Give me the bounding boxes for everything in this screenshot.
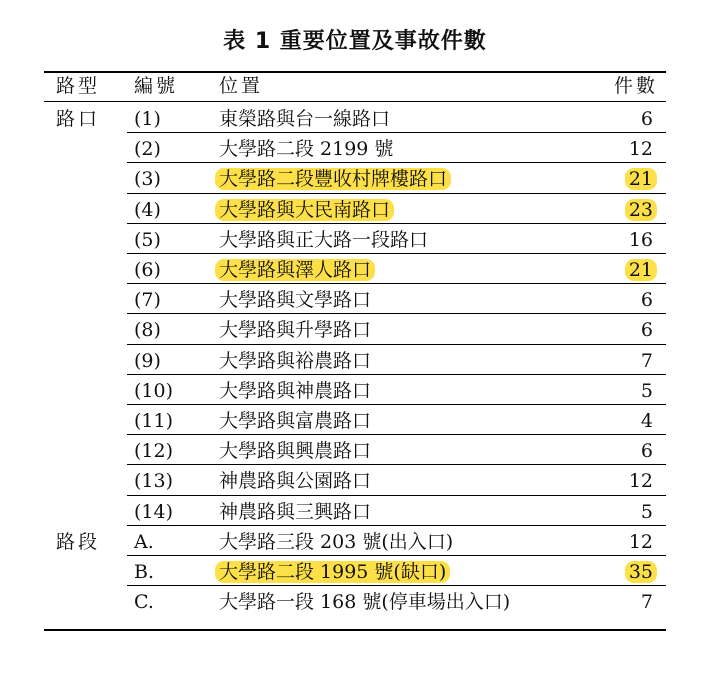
row-location-highlight: 大學路二段 1995 號(缺口) — [215, 561, 450, 583]
row-number: (13) — [134, 470, 174, 492]
row-location: 大學路與神農路口 — [219, 380, 372, 402]
row-road-type: 路口 — [56, 108, 101, 130]
row-location-highlight: 大學路與澤人路口 — [215, 259, 375, 281]
row-count: 6 — [640, 108, 653, 130]
row-divider — [127, 162, 666, 163]
row-divider — [127, 223, 666, 224]
row-location: 東榮路與台一線路口 — [219, 108, 391, 130]
row-divider — [127, 585, 666, 586]
row-location: 大學路三段 203 號(出入口) — [219, 531, 454, 553]
header-road-type: 路型 — [56, 75, 101, 97]
row-count-highlight: 35 — [625, 561, 657, 583]
row-number: (7) — [134, 289, 161, 311]
row-count: 12 — [628, 138, 653, 160]
row-count-highlight: 21 — [625, 168, 657, 190]
row-number: (10) — [134, 380, 174, 402]
row-count: 12 — [628, 531, 653, 553]
row-divider — [127, 555, 666, 556]
row-count: 6 — [640, 289, 653, 311]
row-location-highlight: 大學路二段豐收村牌樓路口 — [215, 168, 451, 190]
row-number: (1) — [134, 108, 161, 130]
row-count — [629, 255, 653, 285]
row-number: (3) — [134, 168, 161, 190]
row-count: 4 — [640, 410, 653, 432]
row-divider — [127, 525, 666, 526]
row-number: (2) — [134, 138, 161, 160]
row-number: (8) — [134, 319, 161, 341]
row-location — [219, 164, 447, 194]
row-location: 大學路與富農路口 — [219, 410, 372, 432]
row-location: 神農路與三興路口 — [219, 501, 372, 523]
row-count: 6 — [640, 440, 653, 462]
row-location: 大學路與裕農路口 — [219, 350, 372, 372]
row-count: 5 — [640, 501, 653, 523]
header-location: 位置 — [219, 75, 264, 97]
row-divider — [127, 193, 666, 194]
row-divider — [127, 132, 666, 133]
row-location: 大學路與文學路口 — [219, 289, 372, 311]
row-count: 7 — [640, 350, 653, 372]
row-divider — [127, 495, 666, 496]
row-number: (12) — [134, 440, 174, 462]
row-location: 神農路與公園路口 — [219, 470, 372, 492]
row-count — [629, 164, 653, 194]
row-location: 大學路二段 2199 號 — [219, 138, 394, 160]
row-location: 大學路與升學路口 — [219, 319, 372, 341]
row-location — [219, 557, 446, 587]
row-divider — [127, 344, 666, 345]
row-location-highlight: 大學路與大民南路口 — [215, 199, 394, 221]
row-number: (4) — [134, 199, 161, 221]
row-divider — [127, 253, 666, 254]
table-title: 表 1 重要位置及事故件數 — [223, 29, 487, 54]
row-count: 5 — [640, 380, 653, 402]
row-count — [629, 557, 653, 587]
row-count-highlight: 21 — [625, 259, 657, 281]
row-location — [219, 255, 371, 285]
row-location: 大學路與興農路口 — [219, 440, 372, 462]
row-divider — [127, 283, 666, 284]
row-number: (14) — [134, 501, 174, 523]
row-count — [629, 195, 653, 225]
row-divider — [127, 374, 666, 375]
table-header-rule — [44, 101, 666, 102]
row-divider — [127, 313, 666, 314]
row-count-highlight: 23 — [625, 199, 657, 221]
row-number: (11) — [134, 410, 174, 432]
row-number: (6) — [134, 259, 161, 281]
row-location: 大學路一段 168 號(停車場出入口) — [219, 591, 511, 613]
row-number: (5) — [134, 229, 161, 251]
row-count: 16 — [628, 229, 653, 251]
header-count: 件數 — [613, 75, 658, 97]
row-number: B. — [134, 561, 155, 583]
row-number: A. — [134, 531, 154, 553]
row-count: 12 — [628, 470, 653, 492]
row-divider — [127, 404, 666, 405]
row-divider — [127, 434, 666, 435]
row-count: 7 — [640, 591, 653, 613]
row-road-type: 路段 — [56, 531, 101, 553]
header-number: 編號 — [134, 75, 179, 97]
table-bottom-rule — [44, 629, 666, 631]
row-location — [219, 195, 390, 225]
row-divider — [127, 464, 666, 465]
row-number: (9) — [134, 350, 161, 372]
row-number: C. — [134, 591, 154, 613]
row-count: 6 — [640, 319, 653, 341]
row-location: 大學路與正大路一段路口 — [219, 229, 429, 251]
